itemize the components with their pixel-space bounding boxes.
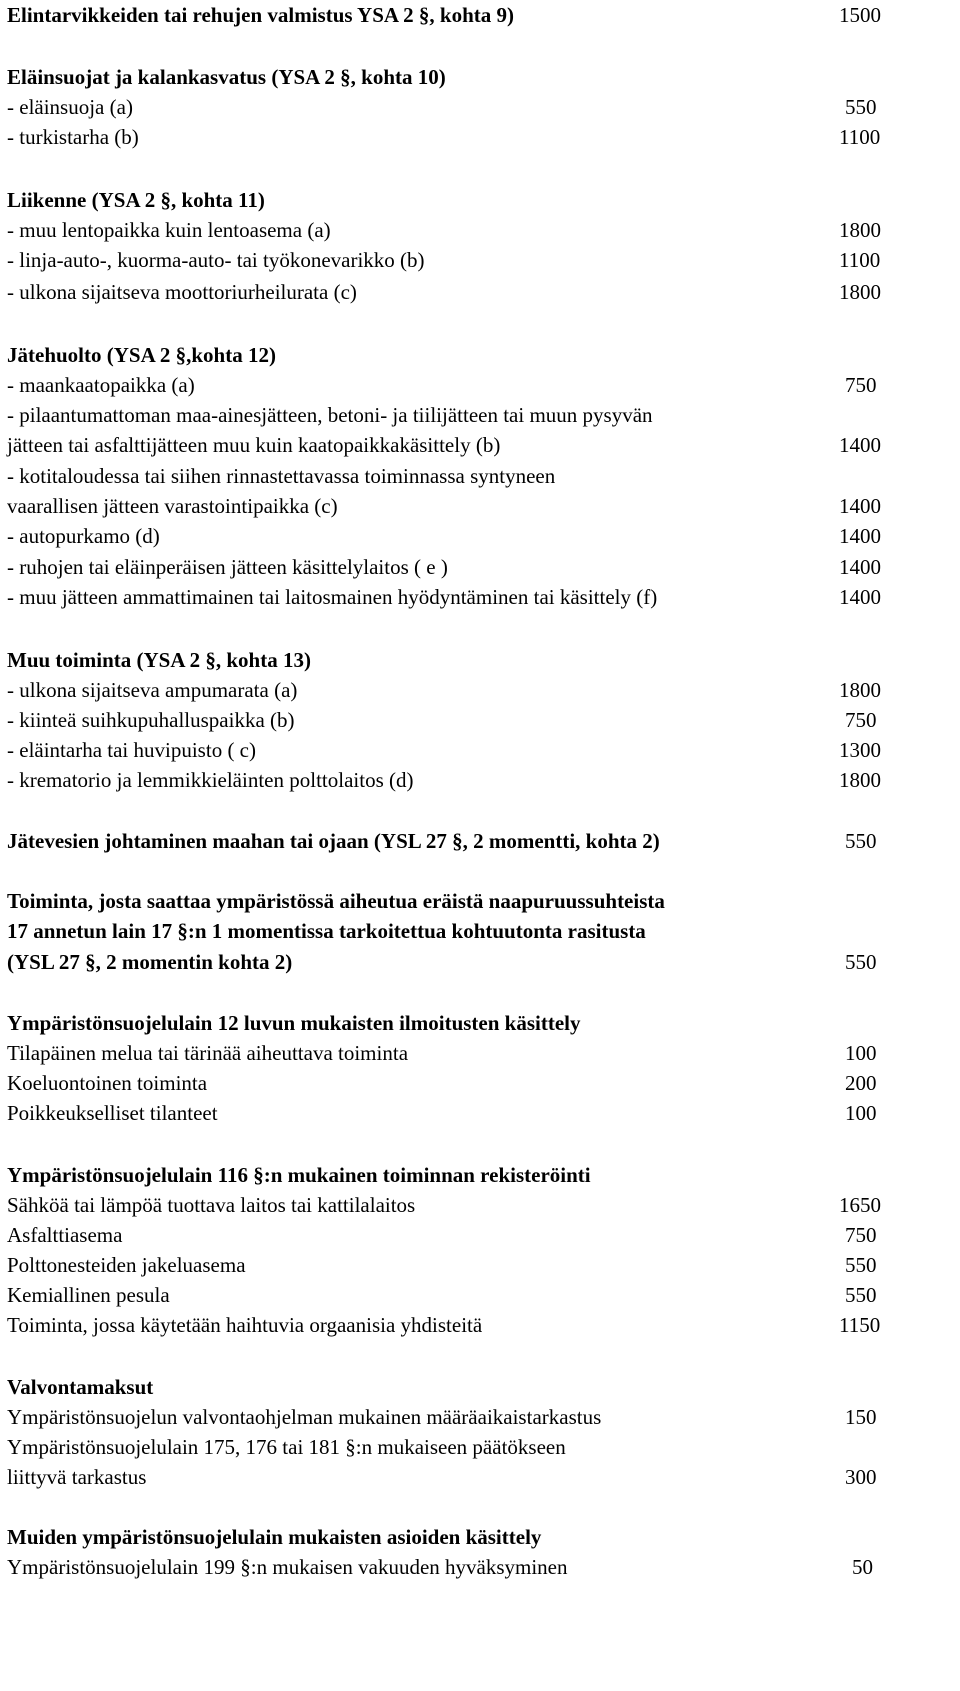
row-label: - turkistarha (b): [7, 125, 139, 149]
section-heading: 17 annetun lain 17 §:n 1 momentissa tarkoitettua kohtuutonta rasitusta: [7, 919, 646, 943]
section-heading: Liikenne (YSA 2 §, kohta 11): [7, 188, 265, 212]
fee-row: [7, 215, 929, 245]
section-heading: Ympäristönsuojelulain 116 §:n mukainen toiminnan rekisteröinti: [7, 1163, 591, 1187]
fee-amount: 550: [845, 95, 877, 119]
section-heading-line: [7, 185, 929, 215]
section-heading: Toiminta, josta saattaa ympäristössä aiheutua eräistä naapuruussuhteista: [7, 889, 665, 913]
fee-row: [7, 92, 929, 122]
row-label: - linja-auto-, kuorma-auto- tai työkonevarikko (b): [7, 248, 425, 272]
row-label: Tilapäinen melua tai tärinää aiheuttava toiminta: [7, 1041, 409, 1065]
fee-row: [7, 1038, 929, 1068]
row-label: Asfalttiasema: [7, 1223, 123, 1247]
row-label: - ruhojen tai eläinperäisen jätteen käsittelylaitos ( e ): [7, 555, 448, 579]
section-heading-line: [7, 1522, 929, 1552]
row-label: - eläinsuoja (a): [7, 95, 133, 119]
section-heading: Ympäristönsuojelulain 12 luvun mukaisten ilmoitusten käsittely: [7, 1011, 581, 1035]
fee-amount: 750: [845, 1223, 877, 1247]
fee-amount: 150: [845, 1405, 877, 1429]
section-heading: Eläinsuojat ja kalankasvatus (YSA 2 §, kohta 10): [7, 65, 446, 89]
fee-amount: 550: [845, 829, 877, 853]
fee-row: [7, 1220, 929, 1250]
section-heading-line: [7, 340, 929, 370]
fee-amount: 1400: [839, 433, 881, 457]
fee-amount: 1400: [839, 555, 881, 579]
fee-row: [7, 1432, 929, 1462]
fee-row: [7, 886, 929, 916]
fee-amount: 750: [845, 708, 877, 732]
fee-amount: 1100: [839, 248, 881, 272]
section-heading: Jätevesien johtaminen maahan tai ojaan (YSL 27 §, 2 momentti, kohta 2): [7, 829, 660, 853]
fee-row: [7, 491, 929, 521]
fee-amount: 1800: [839, 218, 881, 242]
fee-amount: 1800: [839, 768, 881, 792]
fee-row: [7, 826, 929, 856]
row-label: - muu lentopaikka kuin lentoasema (a): [7, 218, 331, 242]
fee-amount: 1500: [839, 3, 881, 27]
fee-amount: 1150: [839, 1313, 881, 1337]
fee-row: [7, 122, 929, 152]
fee-row: [7, 1190, 929, 1220]
row-label: liittyvä tarkastus: [7, 1465, 147, 1489]
fee-row: [7, 582, 929, 612]
fee-amount: 550: [845, 950, 877, 974]
fee-row: [7, 1462, 929, 1492]
section-heading: Elintarvikkeiden tai rehujen valmistus YSA 2 §, kohta 9): [7, 3, 514, 27]
fee-row: [7, 735, 929, 765]
fee-row: [7, 521, 929, 551]
fee-amount: 100: [845, 1101, 877, 1125]
row-label: - kotitaloudessa tai siihen rinnastettavassa toiminnassa syntyneen: [7, 464, 556, 488]
row-label: - autopurkamo (d): [7, 524, 160, 548]
section-heading: Muiden ympäristönsuojelulain mukaisten asioiden käsittely: [7, 1525, 542, 1549]
fee-amount: 1800: [839, 280, 881, 304]
fee-amount: 750: [845, 373, 877, 397]
fee-amount: 50: [852, 1555, 873, 1579]
section-heading-line: [7, 62, 929, 92]
row-label: - ulkona sijaitseva ampumarata (a): [7, 678, 298, 702]
row-label: - ulkona sijaitseva moottoriurheilurata (c): [7, 280, 357, 304]
fee-row: [7, 400, 929, 430]
fee-row: [7, 705, 929, 735]
fee-amount: 300: [845, 1465, 877, 1489]
section-heading: Jätehuolto (YSA 2 §,kohta 12): [7, 343, 276, 367]
fee-row: [7, 1402, 929, 1432]
row-label: vaarallisen jätteen varastointipaikka (c): [7, 494, 338, 518]
fee-row: [7, 1280, 929, 1310]
section-heading-line: [7, 1372, 929, 1402]
fee-amount: 200: [845, 1071, 877, 1095]
fee-row: [7, 1310, 929, 1340]
fee-row: [7, 430, 929, 460]
section-heading: Valvontamaksut: [7, 1375, 154, 1399]
row-label: Ympäristönsuojelulain 175, 176 tai 181 §:n mukaiseen päätökseen: [7, 1435, 566, 1459]
section-heading: (YSL 27 §, 2 momentin kohta 2): [7, 950, 293, 974]
row-label: - muu jätteen ammattimainen tai laitosmainen hyödyntäminen tai käsittely (f): [7, 585, 658, 609]
row-label: - pilaantumattoman maa-ainesjätteen, betoni- ja tiilijätteen tai muun pysyvän: [7, 403, 653, 427]
fee-row: [7, 1068, 929, 1098]
row-label: - krematorio ja lemmikkieläinten polttolaitos (d): [7, 768, 414, 792]
row-label: - eläintarha tai huvipuisto ( c): [7, 738, 256, 762]
fee-row: [7, 370, 929, 400]
fee-row: [7, 947, 929, 977]
fee-amount: 550: [845, 1283, 877, 1307]
fee-row: [7, 1250, 929, 1280]
section-heading: Muu toiminta (YSA 2 §, kohta 13): [7, 648, 311, 672]
fee-amount: 100: [845, 1041, 877, 1065]
fee-row: [7, 1098, 929, 1128]
row-label: Kemiallinen pesula: [7, 1283, 170, 1307]
row-label: - kiinteä suihkupuhalluspaikka (b): [7, 708, 295, 732]
row-label: - maankaatopaikka (a): [7, 373, 195, 397]
fee-row: [7, 245, 929, 275]
fee-row: [7, 277, 929, 307]
fee-row: [7, 916, 929, 946]
section-heading-line: [7, 1160, 929, 1190]
fee-amount: 1400: [839, 524, 881, 548]
fee-amount: 1800: [839, 678, 881, 702]
row-label: Toiminta, jossa käytetään haihtuvia orgaanisia yhdisteitä: [7, 1313, 483, 1337]
fee-amount: 550: [845, 1253, 877, 1277]
row-label: Ympäristönsuojelulain 199 §:n mukaisen vakuuden hyväksyminen: [7, 1555, 568, 1579]
section-heading-line: [7, 1008, 929, 1038]
row-label: Ympäristönsuojelun valvontaohjelman mukainen määräaikaistarkastus: [7, 1405, 602, 1429]
fee-row: [7, 1552, 929, 1582]
row-label: jätteen tai asfalttijätteen muu kuin kaatopaikkakäsittely (b): [7, 433, 501, 457]
fee-row: [7, 0, 929, 30]
fee-row: [7, 765, 929, 795]
fee-amount: 1400: [839, 585, 881, 609]
row-label: Polttonesteiden jakeluasema: [7, 1253, 246, 1277]
section-heading-line: [7, 645, 929, 675]
fee-row: [7, 675, 929, 705]
fee-amount: 1100: [839, 125, 881, 149]
row-label: Sähköä tai lämpöä tuottava laitos tai kattilalaitos: [7, 1193, 416, 1217]
fee-row: [7, 461, 929, 491]
row-label: Koeluontoinen toiminta: [7, 1071, 208, 1095]
fee-row: [7, 552, 929, 582]
row-label: Poikkeukselliset tilanteet: [7, 1101, 218, 1125]
fee-amount: 1650: [839, 1193, 881, 1217]
fee-amount: 1300: [839, 738, 881, 762]
fee-amount: 1400: [839, 494, 881, 518]
